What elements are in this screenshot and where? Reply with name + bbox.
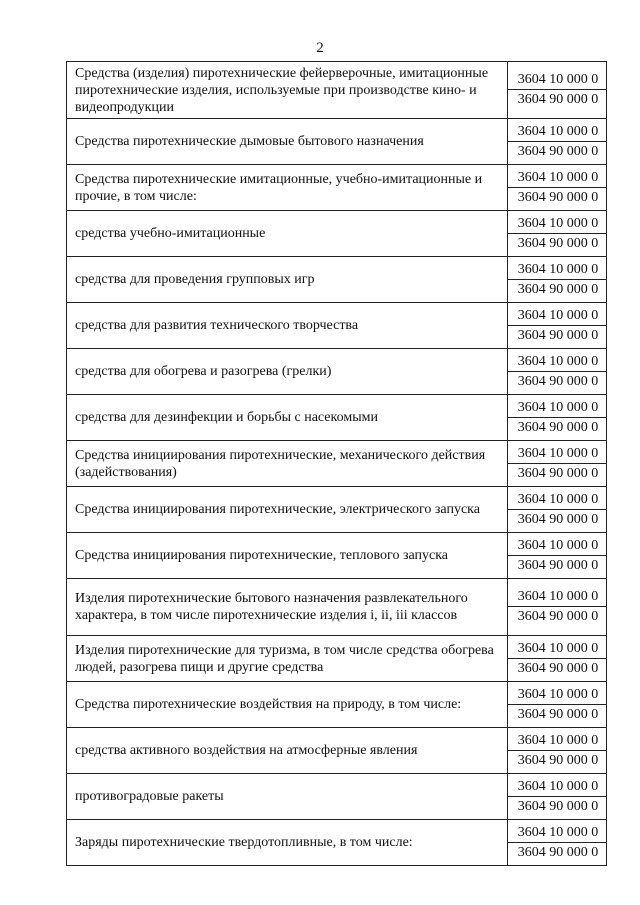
row-description: противоградовые ракеты — [67, 774, 508, 820]
row-codes — [508, 820, 607, 866]
row-codes — [508, 257, 607, 303]
tn-ved-code: 3604 90 000 0 — [508, 606, 606, 627]
row-codes — [508, 62, 607, 119]
tn-ved-code: 3604 90 000 0 — [508, 842, 606, 863]
tn-ved-code: 3604 10 000 0 — [517, 778, 599, 794]
row-description: средства для дезинфекции и борьбы с насекомыми — [67, 395, 508, 441]
tn-ved-code: 3604 10 000 0 — [517, 640, 599, 656]
row-description: Изделия пиротехнические для туризма, в том числе средства обогрева людей, разогрева пищи и другие средства — [67, 636, 508, 682]
tn-ved-code: 3604 90 000 0 — [508, 141, 606, 162]
tn-ved-code: 3604 90 000 0 — [508, 325, 606, 346]
table-row — [67, 165, 607, 211]
row-codes — [508, 119, 607, 165]
row-description: Средства пиротехнические имитационные, учебно-имитационные и прочие, в том числе: — [67, 165, 508, 211]
row-description: Средства инициирования пиротехнические, электрического запуска — [67, 487, 508, 533]
row-codes — [508, 728, 607, 774]
tn-ved-code: 3604 90 000 0 — [508, 233, 606, 254]
tn-ved-code: 3604 10 000 0 — [517, 353, 599, 369]
row-description: средства для обогрева и разогрева (грелки) — [67, 349, 508, 395]
row-codes — [508, 395, 607, 441]
table-row — [67, 62, 607, 119]
row-description: средства учебно-имитационные — [67, 211, 508, 257]
row-codes — [508, 636, 607, 682]
product-code-table — [66, 61, 607, 866]
tn-ved-code: 3604 10 000 0 — [517, 445, 599, 461]
table-row — [67, 257, 607, 303]
tn-ved-code: 3604 90 000 0 — [508, 187, 606, 208]
table-row — [67, 303, 607, 349]
table-row — [67, 820, 607, 866]
tn-ved-code: 3604 10 000 0 — [517, 261, 599, 277]
table-row — [67, 533, 607, 579]
row-description: средства активного воздействия на атмосферные явления — [67, 728, 508, 774]
row-codes — [508, 165, 607, 211]
tn-ved-code: 3604 90 000 0 — [508, 417, 606, 438]
row-codes — [508, 774, 607, 820]
table-row — [67, 728, 607, 774]
row-codes — [508, 211, 607, 257]
tn-ved-code: 3604 10 000 0 — [517, 72, 599, 87]
row-codes — [508, 441, 607, 487]
tn-ved-code: 3604 90 000 0 — [508, 509, 606, 530]
tn-ved-code: 3604 10 000 0 — [517, 215, 599, 231]
row-description: Средства (изделия) пиротехнические фейерверочные, имитационные пиротехнические изделия, используемые при производстве кино- и видеопродукции — [67, 62, 508, 119]
tn-ved-code: 3604 90 000 0 — [508, 750, 606, 771]
table-row — [67, 487, 607, 533]
tn-ved-code: 3604 10 000 0 — [517, 732, 599, 748]
row-description: средства для проведения групповых игр — [67, 257, 508, 303]
row-codes — [508, 579, 607, 636]
table-row — [67, 349, 607, 395]
tn-ved-code: 3604 90 000 0 — [508, 704, 606, 725]
row-description: Средства инициирования пиротехнические, теплового запуска — [67, 533, 508, 579]
tn-ved-code: 3604 90 000 0 — [508, 371, 606, 392]
table-row — [67, 119, 607, 165]
table-row — [67, 211, 607, 257]
tn-ved-code: 3604 10 000 0 — [517, 307, 599, 323]
row-description: Средства инициирования пиротехнические, механического действия (задействования) — [67, 441, 508, 487]
row-description: Изделия пиротехнические бытового назначения развлекательного характера, в том числе пиротехнические изделия i, ii, iii классов — [67, 579, 508, 636]
tn-ved-code: 3604 10 000 0 — [517, 589, 599, 604]
tn-ved-code: 3604 90 000 0 — [508, 279, 606, 300]
row-description: средства для развития технического творчества — [67, 303, 508, 349]
row-codes — [508, 487, 607, 533]
tn-ved-code: 3604 10 000 0 — [517, 123, 599, 139]
table-row — [67, 441, 607, 487]
row-codes — [508, 349, 607, 395]
table-row — [67, 636, 607, 682]
tn-ved-code: 3604 90 000 0 — [508, 555, 606, 576]
table-row — [67, 774, 607, 820]
tn-ved-code: 3604 90 000 0 — [508, 463, 606, 484]
tn-ved-code: 3604 90 000 0 — [508, 89, 606, 110]
tn-ved-code: 3604 10 000 0 — [517, 169, 599, 185]
tn-ved-code: 3604 10 000 0 — [517, 686, 599, 702]
row-codes — [508, 533, 607, 579]
tn-ved-code: 3604 90 000 0 — [508, 658, 606, 679]
page-number: 2 — [316, 40, 324, 56]
row-description: Средства пиротехнические дымовые бытового назначения — [67, 119, 508, 165]
tn-ved-code: 3604 90 000 0 — [508, 796, 606, 817]
row-codes — [508, 303, 607, 349]
table-row — [67, 395, 607, 441]
tn-ved-code: 3604 10 000 0 — [517, 824, 599, 840]
row-codes — [508, 682, 607, 728]
table-row — [67, 579, 607, 636]
row-description: Заряды пиротехнические твердотопливные, в том числе: — [67, 820, 508, 866]
row-description: Средства пиротехнические воздействия на природу, в том числе: — [67, 682, 508, 728]
table-row — [67, 682, 607, 728]
tn-ved-code: 3604 10 000 0 — [517, 491, 599, 507]
tn-ved-code: 3604 10 000 0 — [517, 399, 599, 415]
tn-ved-code: 3604 10 000 0 — [517, 537, 599, 553]
